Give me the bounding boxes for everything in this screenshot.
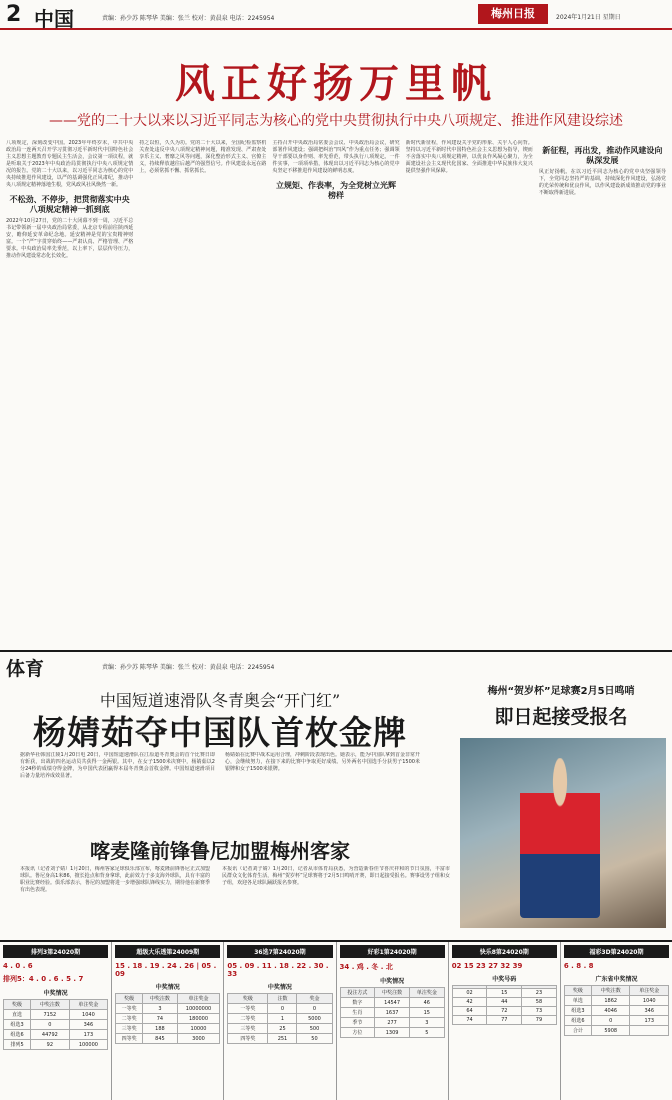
table-cell: 15 bbox=[487, 989, 522, 998]
table-row bbox=[116, 1004, 220, 1014]
table-cell: 10000 bbox=[177, 1024, 220, 1034]
prize-table-header: 中奖注数 bbox=[31, 1000, 70, 1010]
prize-table-header: 中奖注数 bbox=[375, 988, 410, 998]
table-cell: 79 bbox=[522, 1016, 557, 1025]
sports-kicker: 中国短道速滑队冬青奥会“开门红” bbox=[99, 691, 341, 710]
table-cell: 500 bbox=[297, 1024, 332, 1034]
section-subhead: 不松劲、不停步，把贯彻落实中央八项规定精神一抓到底 bbox=[9, 195, 130, 214]
prize-table-header: 中奖注数 bbox=[143, 994, 178, 1004]
winning-numbers-extra: 排列5：4 . 0 . 6 . 5 . 7 bbox=[3, 975, 84, 983]
lottery-name: 快乐8第24020期 bbox=[452, 945, 557, 958]
article-paragraph: 风正好扬帆。在以习近平同志为核心的党中央坚强领导下，全党同志坚持严的基调，持续深化作风建设，弘扬党的光荣传统和优良作风，以作风建设新成效推动党的事业不断取得新进展。 bbox=[538, 169, 666, 196]
lottery-name: 超级大乐透第24009期 bbox=[115, 945, 220, 958]
prize-table bbox=[452, 985, 557, 1025]
table-cell: 0 bbox=[297, 1004, 332, 1014]
article-column bbox=[139, 140, 266, 645]
prize-table-header: 奖级 bbox=[564, 986, 591, 996]
prize-table bbox=[3, 999, 108, 1050]
lead-article-columns bbox=[6, 140, 666, 645]
player-signing-headline: 喀麦隆前锋鲁尼加盟梅州客家 bbox=[90, 839, 350, 863]
article-paragraph: 新时代新征程，作风建设关乎党的形象、关乎人心向背。坚持以习近平新时代中国特色社会主义思想为指导，锲而不舍落实中央八项规定精神，以优良作风凝心聚力，为全面建设社会主义现代化国家、全面推进中华民族伟大复兴提供坚强作风保障。 bbox=[405, 140, 533, 174]
prize-table bbox=[115, 993, 220, 1044]
prize-table-header: 单注奖金 bbox=[630, 986, 669, 996]
table-row bbox=[452, 998, 556, 1007]
table-cell: 5908 bbox=[591, 1026, 630, 1036]
table-cell: 四等奖 bbox=[116, 1034, 143, 1044]
table-row bbox=[4, 1040, 108, 1050]
table-cell: 74 bbox=[143, 1014, 178, 1024]
lottery-panel bbox=[337, 942, 449, 1100]
table-cell: 100000 bbox=[69, 1040, 108, 1050]
table-cell: 四等奖 bbox=[228, 1034, 268, 1044]
table-cell: 277 bbox=[375, 1018, 410, 1028]
table-cell: 58 bbox=[522, 998, 557, 1007]
table-cell: 数字 bbox=[340, 998, 375, 1008]
table-cell: 1309 bbox=[375, 1028, 410, 1038]
table-cell: 生肖 bbox=[340, 1008, 375, 1018]
masthead bbox=[0, 0, 672, 30]
table-cell: 组选3 bbox=[564, 1006, 591, 1016]
prize-table-header: 单注奖金 bbox=[69, 1000, 108, 1010]
table-cell: 77 bbox=[487, 1016, 522, 1025]
table-cell: 二等奖 bbox=[228, 1014, 268, 1024]
lottery-name: 排列3第24020期 bbox=[3, 945, 108, 958]
winning-numbers: 02 15 23 27 32 39 bbox=[451, 962, 523, 970]
skater-photo bbox=[460, 738, 666, 928]
table-cell: 346 bbox=[69, 1020, 108, 1030]
lottery-panel bbox=[112, 942, 224, 1100]
article-column bbox=[6, 140, 133, 645]
table-row bbox=[564, 1026, 668, 1036]
table-cell: 直选 bbox=[4, 1010, 31, 1020]
table-cell: 季节 bbox=[340, 1018, 375, 1028]
article-column bbox=[539, 140, 666, 645]
table-row bbox=[228, 1034, 332, 1044]
table-cell: 组选3 bbox=[4, 1020, 31, 1030]
table-cell: 10000000 bbox=[177, 1004, 220, 1014]
prize-table bbox=[227, 993, 332, 1044]
editor-credits: 责编：孙少苏 陈琴华 美编：张兰 校对：黄晨泉 电话：2245954 bbox=[102, 664, 275, 671]
table-cell: 方位 bbox=[340, 1028, 375, 1038]
table-row bbox=[452, 989, 556, 998]
table-cell: 25 bbox=[268, 1024, 297, 1034]
prize-table-header: 奖级 bbox=[228, 994, 268, 1004]
table-cell: 44792 bbox=[31, 1030, 70, 1040]
table-cell: 64 bbox=[452, 1007, 487, 1016]
prize-table-header: 投注方式 bbox=[340, 988, 375, 998]
player-signing-body: 本报讯（记者刘子婧）1月20日，梅州客家足球俱乐部宣布，喀麦隆前锋鲁尼正式加盟球队。鲁尼身高1米86，擅长抢点和背身拿球，此前效力于多支海外球队，具有丰富的职业比赛经验。俱乐部表示，鲁尼的加盟将进一步增强球队锋线实力，期待他在新赛季有出色表现。 bbox=[20, 866, 210, 893]
table-cell: 73 bbox=[522, 1007, 557, 1016]
table-cell: 15 bbox=[409, 1008, 444, 1018]
table-cell: 合计 bbox=[564, 1026, 591, 1036]
table-cell: 三等奖 bbox=[116, 1024, 143, 1034]
prize-table-header: 单注奖金 bbox=[177, 994, 220, 1004]
winning-numbers: 34 . 鸡 . 冬 . 北 bbox=[339, 963, 393, 971]
sports-body: 据新华社韩国江陵1月20日电 20日，中国短道速滑队在江原道冬青奥会的首个比赛日即有斩获，出战的四名运动员共获得一金两银。其中，在女子1500米决赛中，杨婧茹以2分24秒的成绩夺得金牌，为中国代表团赢得本届冬青奥会首枚金牌。中国短道速滑项目后备力量培养成效显著。 bbox=[20, 752, 215, 779]
sports-headline: 杨婧茹夺中国队首枚金牌 bbox=[33, 713, 407, 752]
article-column bbox=[406, 140, 533, 645]
table-row bbox=[452, 1007, 556, 1016]
lottery-name: 好彩1第24020期 bbox=[340, 945, 445, 958]
table-cell: 346 bbox=[630, 1006, 669, 1016]
winning-numbers: 05 . 09 . 11 . 18 . 22 . 30 . 33 bbox=[227, 962, 329, 978]
section-subhead: 立规矩、作表率，为全党树立光辉榜样 bbox=[276, 181, 396, 200]
lottery-panel bbox=[449, 942, 561, 1100]
winning-numbers: 15 . 18 . 19 . 24 . 26 | 05 . 09 bbox=[115, 962, 217, 978]
prize-table-header: 奖级 bbox=[116, 994, 143, 1004]
table-cell: 三等奖 bbox=[228, 1024, 268, 1034]
section-title: 体育 bbox=[6, 658, 45, 680]
table-cell: 42 bbox=[452, 998, 487, 1007]
football-kicker: 梅州“贺岁杯”足球赛2月5日鸣哨 bbox=[487, 686, 635, 697]
table-cell: 0 bbox=[591, 1016, 630, 1026]
prize-table-title: 中奖情况 bbox=[380, 978, 405, 985]
table-cell: 92 bbox=[31, 1040, 70, 1050]
table-row bbox=[564, 1006, 668, 1016]
sports-body: 杨婧茹在比赛中战术运用合理，冲刺阶段表现出色。她表示，能为中国队拿到首金非常开心，会继续努力，在接下来的比赛中争取更好成绩。另外两名中国选手分获男子1500米银牌和女子1500米银牌。 bbox=[225, 752, 420, 772]
table-cell: 排列5 bbox=[4, 1040, 31, 1050]
table-cell: 单选 bbox=[564, 996, 591, 1006]
prize-table-title: 中奖情况 bbox=[43, 990, 68, 997]
table-row bbox=[228, 1024, 332, 1034]
table-cell: 0 bbox=[31, 1020, 70, 1030]
table-row bbox=[228, 1014, 332, 1024]
table-cell: 1040 bbox=[630, 996, 669, 1006]
table-row bbox=[116, 1024, 220, 1034]
prize-table-header: 奖金 bbox=[297, 994, 332, 1004]
page-number: 2 bbox=[6, 2, 22, 27]
section-title: 中国 bbox=[34, 7, 74, 31]
table-row bbox=[340, 1008, 444, 1018]
table-row bbox=[4, 1020, 108, 1030]
article-column bbox=[272, 140, 399, 645]
table-cell: 180000 bbox=[177, 1014, 220, 1024]
sports-section-header bbox=[0, 650, 672, 680]
table-cell: 5000 bbox=[297, 1014, 332, 1024]
table-cell: 44 bbox=[487, 998, 522, 1007]
prize-table-title: 中奖情况 bbox=[155, 984, 180, 991]
editor-credits: 责编：孙少苏 陈琴华 美编：张兰 校对：黄晨泉 电话：2245954 bbox=[102, 15, 275, 22]
table-row bbox=[116, 1034, 220, 1044]
table-row bbox=[4, 1030, 108, 1040]
table-cell: 3 bbox=[409, 1018, 444, 1028]
table-cell: 一等奖 bbox=[228, 1004, 268, 1014]
table-row bbox=[340, 998, 444, 1008]
article-paragraph: 2022年10月27日，党的二十大闭幕不到一周，习近平总书记带领新一届中央政治局常委，从北京专程前往陕西延安，瞻仰延安革命纪念地。延安精神是党的宝贵精神财富。一个“严”字贯穿始终——严肃认真、严格管理、严格要求。中央政治局率先垂范，以上率下，层层传导压力，推动作风建设常态化长效化。 bbox=[6, 218, 134, 259]
prize-table-title: 广东省中奖情况 bbox=[595, 976, 638, 983]
table-cell: 23 bbox=[522, 989, 557, 998]
table-cell: 173 bbox=[69, 1030, 108, 1040]
table-cell: 74 bbox=[452, 1016, 487, 1025]
table-cell: 173 bbox=[630, 1016, 669, 1026]
newspaper-logo: 梅州日报 bbox=[478, 4, 548, 24]
table-cell: 02 bbox=[452, 989, 487, 998]
winning-numbers: 6 . 8 . 8 bbox=[563, 962, 594, 970]
prize-table-header: 单注奖金 bbox=[409, 988, 444, 998]
table-row bbox=[564, 996, 668, 1006]
article-paragraph: 持之以恒，久久为功。党的二十大以来，全国纪检监察机关查处违反中央八项规定精神问题，精准发现、严肃查处享乐主义、奢靡之风等问题，深化整治形式主义、官僚主义，持续释放越往后越严的强烈信号。作风建设永远在路上，必须常抓不懈、抓常抓长。 bbox=[139, 140, 267, 174]
table-row bbox=[564, 1016, 668, 1026]
table-cell: 5 bbox=[409, 1028, 444, 1038]
table-cell: 72 bbox=[487, 1007, 522, 1016]
football-body: 本报讯（记者刘子婧）1月20日，记者从市体育局获悉，为营造新春佳节喜庆祥和的节日氛围，丰富市民群众文化体育生活，梅州“贺岁杯”足球赛将于2月5日鸣哨开赛，即日起接受报名。赛事设男子组和女子组，欢迎各足球队踊跃报名参赛。 bbox=[222, 866, 450, 886]
table-cell: 二等奖 bbox=[116, 1014, 143, 1024]
prize-table-header: 奖级 bbox=[4, 1000, 31, 1010]
dateline: 2024年1月21日 星期日 bbox=[556, 14, 621, 21]
table-cell: 3000 bbox=[177, 1034, 220, 1044]
table-row bbox=[340, 1018, 444, 1028]
lottery-panel bbox=[561, 942, 672, 1100]
table-cell: 251 bbox=[268, 1034, 297, 1044]
article-paragraph: 主持召开中央政治局常委会会议、中央政治局会议，研究部署作风建设；强调把纠治“四风”作为重点任务；强调领导干部要以身作则、率先垂范，带头执行八项规定。一件件实事，一项项举措，体现出以习近平同志为核心的党中央坚定不移推进作风建设的鲜明态度。 bbox=[272, 140, 400, 174]
prize-table bbox=[564, 985, 669, 1036]
table-cell: 1862 bbox=[591, 996, 630, 1006]
table-row bbox=[452, 1016, 556, 1025]
table-cell: 一等奖 bbox=[116, 1004, 143, 1014]
prize-table-header: 注数 bbox=[268, 994, 297, 1004]
football-headline: 即日起接受报名 bbox=[494, 706, 628, 728]
table-cell: 1040 bbox=[69, 1010, 108, 1020]
prize-table bbox=[340, 987, 445, 1038]
table-cell: 4046 bbox=[591, 1006, 630, 1016]
table-cell: 3 bbox=[143, 1004, 178, 1014]
table-cell: 1637 bbox=[375, 1008, 410, 1018]
table-cell: 188 bbox=[143, 1024, 178, 1034]
winning-numbers: 4 . 0 . 6 bbox=[3, 962, 33, 970]
table-cell: 1 bbox=[268, 1014, 297, 1024]
table-row bbox=[228, 1004, 332, 1014]
lottery-name: 福彩3D第24020期 bbox=[564, 945, 669, 958]
article-paragraph: 八项规定，深刻改变中国。2023年年终岁末，中共中央政治局一连两天召开学习贯彻习近平新时代中国特色社会主义思想主题教育专题民主生活会，会议第一项议程，就是听取关于2023年中央政治局贯彻执行中央八项规定情况的报告。党的二十大以来，以习近平同志为核心的党中央持续推进作风建设，以严的基调强化正风肃纪，推动中央八项规定精神落地生根，党风政风社风焕然一新。 bbox=[6, 140, 134, 188]
lottery-panel bbox=[0, 942, 112, 1100]
table-cell: 46 bbox=[409, 998, 444, 1008]
table-cell bbox=[630, 1026, 669, 1036]
table-row bbox=[4, 1010, 108, 1020]
table-cell: 7152 bbox=[31, 1010, 70, 1020]
table-cell: 组选6 bbox=[564, 1016, 591, 1026]
lottery-results bbox=[0, 940, 672, 1100]
prize-table-title: 中奖情况 bbox=[267, 984, 292, 991]
prize-table-title: 中奖号码 bbox=[492, 976, 517, 983]
table-cell: 845 bbox=[143, 1034, 178, 1044]
lottery-name: 36选7第24020期 bbox=[227, 945, 332, 958]
table-cell: 50 bbox=[297, 1034, 332, 1044]
table-row bbox=[116, 1014, 220, 1024]
section-subhead: 新征程，再出发，推动作风建设向纵深发展 bbox=[542, 146, 663, 165]
table-cell: 14547 bbox=[375, 998, 410, 1008]
lead-headline: 风正好扬万里帆 bbox=[175, 60, 497, 107]
skater-figure bbox=[520, 758, 600, 918]
lottery-panel bbox=[224, 942, 336, 1100]
lead-subhead: ——党的二十大以来以习近平同志为核心的党中央贯彻执行中央八项规定、推进作风建设综述 bbox=[49, 113, 623, 129]
table-cell: 0 bbox=[268, 1004, 297, 1014]
prize-table-header: 中奖注数 bbox=[591, 986, 630, 996]
table-cell: 组选6 bbox=[4, 1030, 31, 1040]
table-row bbox=[340, 1028, 444, 1038]
